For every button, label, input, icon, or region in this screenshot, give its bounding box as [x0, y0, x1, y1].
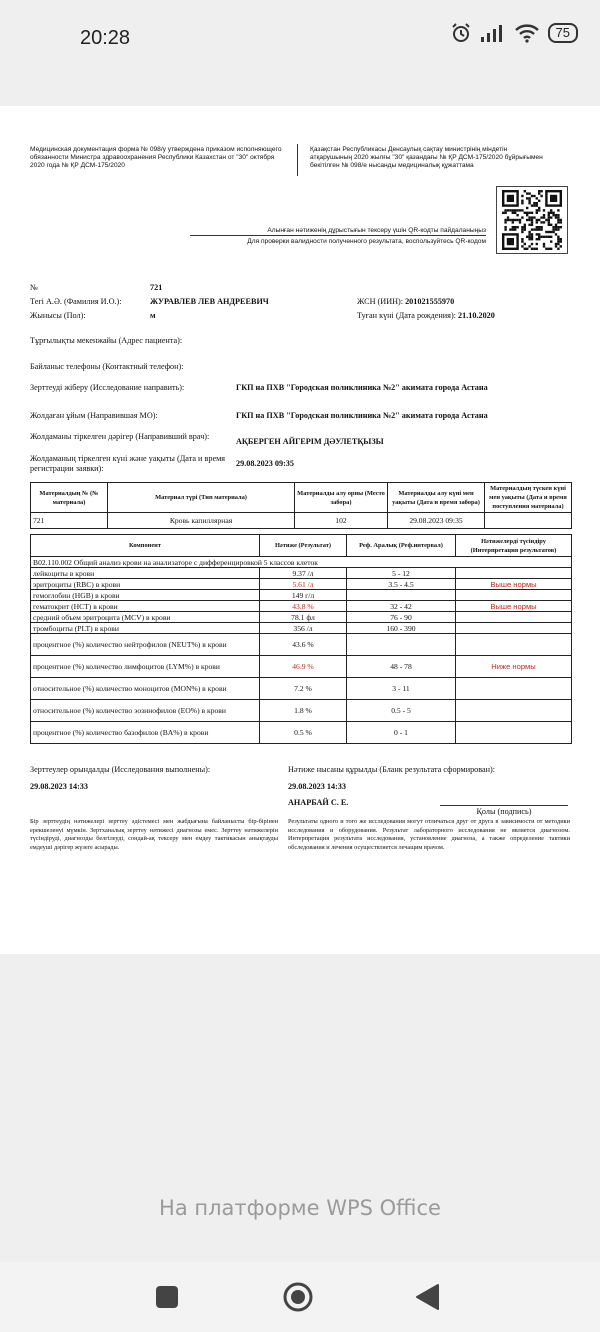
form-label: Нәтиже нысаны құрылды (Бланк результата сформирован): — [288, 765, 496, 774]
material-header-cell: Материалдың түскен күні мен уақыты (Дата и время поступления материала) — [485, 483, 572, 513]
interpretation — [456, 722, 572, 744]
signature-label: Қолы (подпись) — [476, 807, 532, 816]
component-name: эритроциты (RBC) в крови — [31, 579, 260, 590]
reference-range: 5 - 12 — [347, 568, 456, 579]
result-row — [31, 579, 572, 590]
result-value: 43.6 % — [260, 634, 347, 656]
result-value: 5.61 /л — [260, 579, 347, 590]
result-row — [31, 568, 572, 579]
dob-value: 21.10.2020 — [458, 311, 495, 320]
material-cell: 721 — [31, 513, 108, 529]
wps-watermark: На платформе WPS Office — [159, 1196, 441, 1220]
component-name: процентное (%) количество лимфоцитов (LYM%) в крови — [31, 656, 260, 678]
signer-name: АНАРБАЙ С. Е. — [288, 798, 349, 807]
result-row — [31, 623, 572, 634]
reference-range: 3.5 - 4.5 — [347, 579, 456, 590]
wifi-icon — [514, 23, 540, 43]
component-name: лейкоциты в крови — [31, 568, 260, 579]
header-divider — [297, 144, 298, 176]
reference-range — [347, 590, 456, 601]
material-cell — [485, 513, 572, 529]
interpretation — [456, 590, 572, 601]
result-row — [31, 656, 572, 678]
material-cell: 29.08.2023 09:35 — [388, 513, 485, 529]
interpretation — [456, 612, 572, 623]
done-value: 29.08.2023 14:33 — [30, 782, 88, 791]
doctor-label: Жолдаманы тіркелген дәрігер (Направивший врач): — [30, 432, 210, 441]
interpretation — [456, 700, 572, 722]
dob-label: Туған күні (Дата рождения): — [357, 311, 456, 320]
sex-value: м — [150, 311, 156, 320]
result-row — [31, 634, 572, 656]
material-table — [30, 482, 572, 529]
results-header-row — [31, 535, 572, 557]
material-header-cell: Материал түрі (Тип материала) — [108, 483, 295, 513]
iin-field — [357, 297, 454, 307]
interpretation — [456, 623, 572, 634]
mo-value: ГКП на ПХВ "Городская поликлиника №2" акимата города Астана — [236, 411, 488, 420]
results-table — [30, 534, 572, 744]
iin-value: 201021555970 — [405, 297, 455, 306]
material-cell: Кровь капиллярная — [108, 513, 295, 529]
document-page — [0, 106, 600, 954]
disclaimer-kz: Бір зерттеудің нәтижелері зерттеу әдістемесі мен жабдығына байланысты бір-бірінен ерекшеленуі мүмкін. Зертханалық зерттеу нәтижесі диагнозы емес. Зерттеу нәтижелерін түсіндіруді, диагнозды белгілеуді, сондай-ақ тексеру мен емдеу тактикасын анықтауды емдеуші дәрігер жүзеге асырады. — [30, 818, 278, 851]
reference-range: 0 - 1 — [347, 722, 456, 744]
reference-range: 76 - 90 — [347, 612, 456, 623]
result-row — [31, 601, 572, 612]
component-name: гематокрит (HCT) в крови — [31, 601, 260, 612]
signature-line — [440, 805, 568, 806]
component-name: гемоглобин (HGB) в крови — [31, 590, 260, 601]
done-label: Зерттеулер орындалды (Исследования выполнены): — [30, 765, 211, 774]
interpretation — [456, 634, 572, 656]
iin-label: ЖСН (ИИН): — [357, 297, 404, 306]
status-icons — [450, 22, 578, 44]
result-value: 1.8 % — [260, 700, 347, 722]
reference-range: 48 - 78 — [347, 656, 456, 678]
component-name: относительное (%) количество эозинофилов (EO%) в крови — [31, 700, 260, 722]
interpretation: Выше нормы — [456, 601, 572, 612]
header-left-text: Медицинская документация форма № 098/у утверждена приказом исполняющего обязанности Министра здравоохранения Республики Казахстан от "30" октября 2020 года № ҚР ДСМ-175/2020 — [30, 146, 282, 169]
back-button[interactable] — [414, 1283, 440, 1311]
component-name: процентное (%) количество нейтрофилов (NEUT%) в крови — [31, 634, 260, 656]
address-label: Тұрғылықты мекенжайы (Адрес пациента): — [30, 336, 183, 345]
status-bar — [0, 0, 600, 104]
interpretation: Выше нормы — [456, 579, 572, 590]
navigation-bar — [0, 1262, 600, 1332]
battery-indicator: 75 — [548, 23, 578, 43]
result-row — [31, 700, 572, 722]
circle-icon — [282, 1281, 314, 1313]
result-value: 78.1 фл — [260, 612, 347, 623]
recent-apps-button[interactable] — [154, 1284, 180, 1310]
reference-range: 160 - 390 — [347, 623, 456, 634]
regdate-value: 29.08.2023 09:35 — [236, 459, 294, 468]
material-header-row — [31, 483, 572, 513]
result-value: 0.5 % — [260, 722, 347, 744]
result-value: 9.37 /л — [260, 568, 347, 579]
results-header-cell: Нәтижелерді түсіндіру (Интерпретация результатов) — [456, 535, 572, 557]
material-header-cell: Материалды алу күні мен уақыты (Дата и время забора) — [388, 483, 485, 513]
result-value: 43.8 % — [260, 601, 347, 612]
reference-range: 3 - 11 — [347, 678, 456, 700]
phone-label: Байланыс телефоны (Контактный телефон): — [30, 362, 184, 371]
result-row — [31, 678, 572, 700]
component-name: процентное (%) количество базофилов (BA%) в крови — [31, 722, 260, 744]
results-header-cell: Компонент — [31, 535, 260, 557]
form-value: 29.08.2023 14:33 — [288, 782, 346, 791]
interpretation — [456, 678, 572, 700]
component-name: относительное (%) количество моноцитов (MON%) в крови — [31, 678, 260, 700]
interpretation — [456, 568, 572, 579]
component-name: тромбоциты (PLT) в крови — [31, 623, 260, 634]
results-header-cell: Нәтиже (Результат) — [260, 535, 347, 557]
regdate-label: Жолдаманың тіркелген күні және уақыты (Дата и время регистрации заявки): — [30, 454, 226, 473]
result-row — [31, 590, 572, 601]
result-value: 356 /л — [260, 623, 347, 634]
referral-label: Зерттеуді жіберу (Исследование направить): — [30, 383, 185, 392]
referral-value: ГКП на ПХВ "Городская поликлиника №2" акимата города Астана — [236, 383, 488, 392]
reference-range — [347, 634, 456, 656]
disclaimer-ru: Результаты одного и того же исследования могут отличаться друг от друга в зависимости от методики исследования и оборудования. Результат лабораторного исследования не является диагнозом. Интерпретация результата исследования, установление диагноза, а также определение тактики обследования и лечения осуществляется лечащим врачом. — [288, 818, 570, 851]
qr-caption-ru: Для проверки валидности полученного результата, воспользуйтесь QR-кодом — [247, 238, 486, 245]
material-cell: 102 — [295, 513, 388, 529]
clock: 20:28 — [80, 27, 131, 49]
result-row — [31, 722, 572, 744]
square-icon — [154, 1284, 180, 1310]
signal-icon — [480, 23, 506, 43]
number-label: № — [30, 283, 38, 292]
name-value: ЖУРАВЛЕВ ЛЕВ АНДРЕЕВИЧ — [150, 297, 269, 306]
result-value: 46.9 % — [260, 656, 347, 678]
sex-label: Жынысы (Пол): — [30, 311, 86, 320]
material-row — [31, 513, 572, 529]
component-name: средний объем эритроцита (MCV) в крови — [31, 612, 260, 623]
dob-field — [357, 311, 495, 321]
number-value: 721 — [150, 283, 163, 292]
results-section-title: В02.110.002 Общий анализ крови на анализаторе с дифференцировкой 5 классов клеток — [31, 557, 572, 568]
reference-range: 0.5 - 5 — [347, 700, 456, 722]
qr-code-icon — [496, 186, 568, 254]
mo-label: Жолдаған ұйым (Направившая МО): — [30, 411, 158, 420]
qr-caption-kz: Алынған нәтиженің дұрыстығын тексеру үшін QR-кодты пайдаланыңыз — [190, 227, 486, 236]
header-right-text: Қазақстан Республикасы Денсаулық сақтау министрінің міндетін атқарушының 2020 жылғы "30" қазандағы № ҚР ДСМ-175/2020 бұйрығымен бекітілген № 098/е нысанды медициналық құжаттама — [310, 146, 543, 169]
result-row — [31, 612, 572, 623]
doctor-value: АҚБЕРГЕН АЙГЕРІМ ДӘУЛЕТҚЫЗЫ — [236, 437, 384, 446]
results-section-row — [31, 557, 572, 568]
interpretation: Ниже нормы — [456, 656, 572, 678]
results-body — [31, 568, 572, 744]
material-header-cell: Материалды алу орны (Место забора) — [295, 483, 388, 513]
alarm-icon — [450, 22, 472, 44]
material-header-cell: Материалдың № (№ материала) — [31, 483, 108, 513]
reference-range: 32 - 42 — [347, 601, 456, 612]
results-header-cell: Реф. Аралық (Реф.интервал) — [347, 535, 456, 557]
result-value: 149 г/л — [260, 590, 347, 601]
home-button[interactable] — [282, 1281, 314, 1313]
name-label: Тегі А.Ә. (Фамилия И.О.): — [30, 297, 122, 306]
result-value: 7.2 % — [260, 678, 347, 700]
triangle-back-icon — [414, 1283, 440, 1311]
